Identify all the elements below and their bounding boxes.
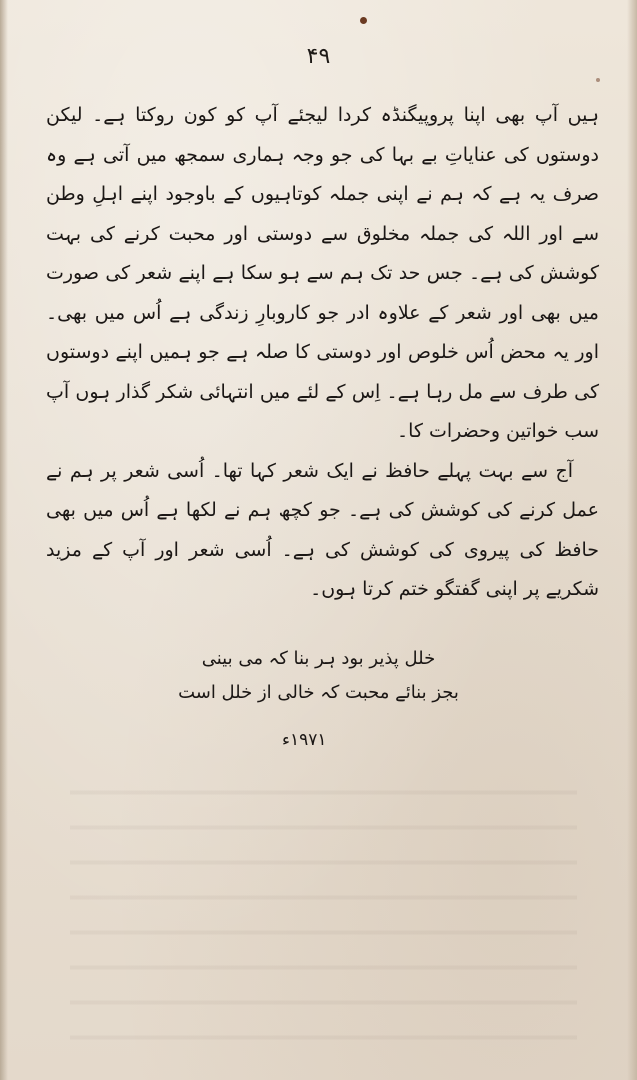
- persian-couplet: [0, 642, 637, 710]
- page-number: ۴۹: [306, 44, 331, 69]
- ink-spot-small: [596, 78, 600, 82]
- paragraph-2: آج سے بہت پہلے حافظ نے ایک شعر کہا تھا۔ اُسی شعر پر ہم نے عمل کرنے کی کوشش کی ہے۔ جو کچھ ہم نے لکھا ہے اُس میں بھی حافظ کی پیروی کی کوشش کی ہے۔ اُسی شعر اور آپ کے مزید شکریے پر اپنی گفتگو ختم کرتا ہوں۔: [46, 459, 599, 600]
- page-edge-shadow-left: [0, 0, 8, 1080]
- show-through-from-reverse-page: [70, 760, 577, 1050]
- body-text: [46, 96, 599, 610]
- paragraph-1: ہیں آپ بھی اپنا پروپیگنڈہ کردا لیجئے آپ کو کون روکتا ہے۔ لیکن دوستوں کی عنایاتِ بے بہا کی جو وجہ ہماری سمجھ میں آتی ہے وہ صرف یہ ہے کہ ہم نے اپنی جملہ کوتاہیوں کے باوجود اپنے اہلِ وطن سے اور اللہ کی جملہ مخلوق سے دوستی اور محبت کرنے کی بہت کوشش کی ہے۔ جس حد تک ہم سے ہو سکا ہے اپنے شعر کی صورت میں بھی اور شعر کے علاوہ ادر جو کاروبارِ زندگی ہے اُس میں بھی۔ اور یہ محض اُس خلوص اور دوستی کا صلہ ہے جو ہمیں اپنے دوستوں کی طرف سے مل رہا ہے۔ اِس کے لئے میں انتہائی شکر گذار ہوں آپ سب خواتین وحضرات کا۔: [46, 104, 599, 442]
- couplet-line-1: خلل پذیر بود ہر بنا کہ می بینی: [201, 648, 436, 669]
- ink-spot: [360, 17, 367, 24]
- page-edge-shadow-right: [627, 0, 637, 1080]
- date-year: ۱۹۷۱ء: [282, 730, 327, 750]
- couplet-line-2: بجز بنائے محبت کہ خالی از خلل است: [178, 682, 459, 703]
